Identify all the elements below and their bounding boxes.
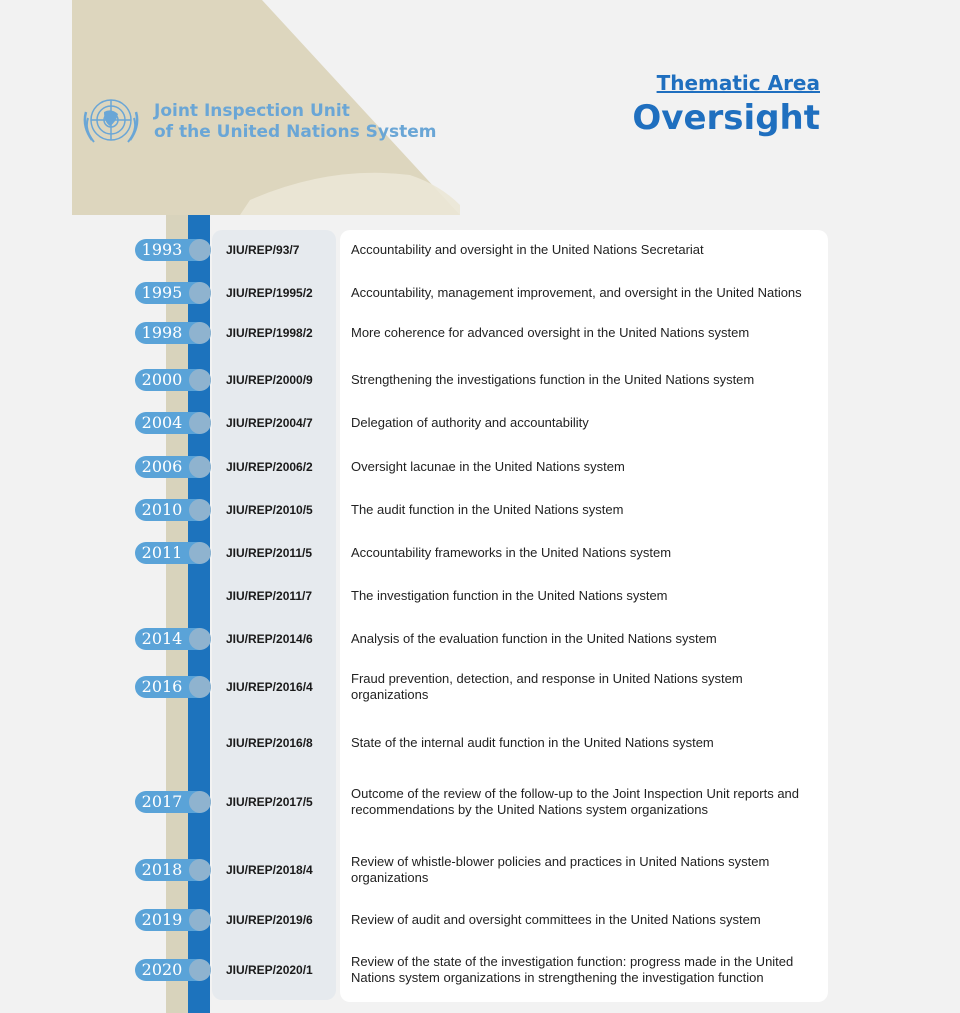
year-pill — [135, 239, 211, 261]
report-title: Accountability and oversight in the United Nations Secretariat — [351, 242, 704, 257]
year-label: 2018 — [141, 860, 183, 879]
report-code: JIU/REP/2019/6 — [226, 913, 313, 927]
year-pill — [135, 859, 211, 881]
logo-line-2: of the United Nations System — [154, 122, 437, 142]
year-label: 1998 — [141, 323, 183, 342]
report-code: JIU/REP/2016/8 — [226, 736, 313, 750]
year-pill — [135, 959, 211, 981]
report-title: Review of the state of the investigation function: progress made in the United Nations system organizations in strengthening the investigation function — [351, 954, 794, 985]
year-label: 1993 — [141, 240, 183, 259]
un-emblem-icon — [78, 92, 144, 152]
report-title: Analysis of the evaluation function in the United Nations system — [351, 631, 717, 646]
report-title: Outcome of the review of the follow-up to the Joint Inspection Unit reports and recommendations by the United Nations system organizations — [351, 786, 800, 817]
report-code: JIU/REP/93/7 — [226, 243, 300, 257]
year-label: 1995 — [141, 283, 183, 302]
report-code: JIU/REP/2020/1 — [226, 963, 313, 977]
report-code: JIU/REP/2000/9 — [226, 373, 313, 387]
report-code: JIU/REP/2016/4 — [226, 680, 313, 694]
report-code: JIU/REP/2006/2 — [226, 460, 313, 474]
report-title-panel — [340, 230, 828, 1002]
report-code: JIU/REP/1998/2 — [226, 326, 313, 340]
year-pill — [135, 456, 211, 478]
year-label: 2011 — [141, 543, 183, 562]
year-label: 2014 — [141, 629, 183, 648]
timeline-node — [189, 542, 211, 564]
year-label: 2019 — [141, 910, 183, 929]
timeline-node — [189, 412, 211, 434]
year-pill — [135, 628, 211, 650]
report-code: JIU/REP/2004/7 — [226, 416, 313, 430]
timeline-node — [189, 456, 211, 478]
year-label: 2004 — [141, 413, 183, 432]
timeline-node — [189, 909, 211, 931]
year-label: 2010 — [141, 500, 183, 519]
report-code: JIU/REP/2014/6 — [226, 632, 313, 646]
year-label: 2006 — [141, 457, 183, 476]
year-label: 2000 — [141, 370, 183, 389]
report-code: JIU/REP/2010/5 — [226, 503, 313, 517]
timeline-node — [189, 282, 211, 304]
thematic-area-label: Thematic Area — [656, 71, 820, 95]
year-label: 2016 — [141, 677, 183, 696]
timeline-node — [189, 676, 211, 698]
year-pill — [135, 791, 211, 813]
report-code: JIU/REP/2011/5 — [226, 546, 313, 560]
report-title: More coherence for advanced oversight in the United Nations system — [351, 325, 750, 340]
timeline-node — [189, 499, 211, 521]
report-title: The investigation function in the United Nations system — [351, 588, 668, 603]
report-code: JIU/REP/2017/5 — [226, 795, 313, 809]
report-title: State of the internal audit function in the United Nations system — [351, 735, 714, 750]
report-title: Review of whistle-blower policies and practices in United Nations system organizations — [351, 854, 770, 885]
report-title: The audit function in the United Nations system — [351, 502, 624, 517]
report-code: JIU/REP/1995/2 — [226, 286, 313, 300]
timeline-node — [189, 239, 211, 261]
year-pill — [135, 499, 211, 521]
timeline-node — [189, 791, 211, 813]
logo-line-1: Joint Inspection Unit — [154, 101, 350, 121]
report-title: Accountability, management improvement, and oversight in the United Nations — [351, 285, 802, 300]
report-title: Oversight lacunae in the United Nations system — [351, 459, 625, 474]
report-title: Fraud prevention, detection, and response in United Nations system organizations — [351, 671, 743, 702]
year-label: 2020 — [141, 960, 183, 979]
report-code: JIU/REP/2018/4 — [226, 863, 313, 877]
year-pill — [135, 322, 211, 344]
thematic-title: Oversight — [632, 98, 820, 138]
year-label: 2017 — [141, 792, 183, 811]
report-title: Strengthening the investigations function in the United Nations system — [351, 372, 755, 387]
timeline-node — [189, 369, 211, 391]
year-pill — [135, 909, 211, 931]
report-title: Review of audit and oversight committees in the United Nations system — [351, 912, 761, 927]
report-code-panel — [212, 230, 336, 1000]
timeline-node — [189, 859, 211, 881]
year-pill — [135, 676, 211, 698]
report-code: JIU/REP/2011/7 — [226, 589, 313, 603]
timeline-node — [189, 322, 211, 344]
year-pill — [135, 412, 211, 434]
year-pill — [135, 282, 211, 304]
report-title: Delegation of authority and accountability — [351, 415, 589, 430]
report-title: Accountability frameworks in the United Nations system — [351, 545, 672, 560]
year-pill — [135, 542, 211, 564]
jiu-logo — [78, 92, 436, 152]
timeline-node — [189, 959, 211, 981]
thematic-heading — [632, 70, 820, 140]
timeline-node — [189, 628, 211, 650]
year-pill — [135, 369, 211, 391]
